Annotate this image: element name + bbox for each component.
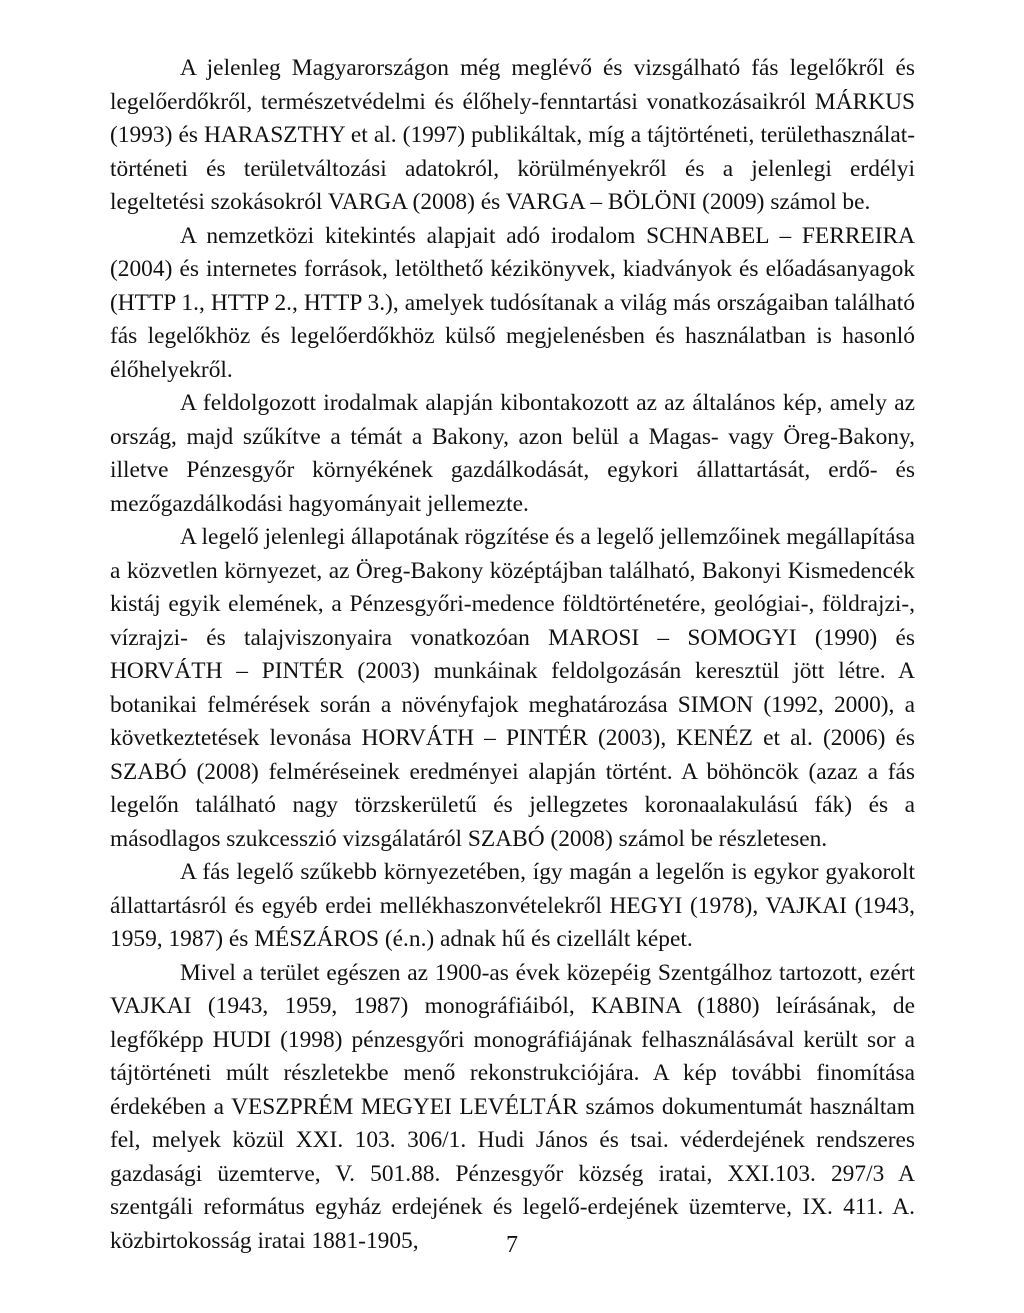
paragraph-2: A nemzetközi kitekintés alapjait adó irodalom SCHNABEL – FERREIRA (2004) és internetes források, letölthető kézikönyvek, kiadványok és előadásanyagok (HTTP 1., HTTP 2., HTTP 3.), amelyek tudósítanak a világ más országaiban található fás legelőkhöz és legelőerdőkhöz külső megjelenésben és használatban is hasonló élőhelyekről. (110, 222, 915, 383)
paragraph-3: A feldolgozott irodalmak alapján kibontakozott az az általános kép, amely az ország, majd szűkítve a témát a Bakony, azon belül a Magas- vagy Öreg-Bakony, illetve Pénzesgyőr környékének gazdálkodását, egykori állattartását, erdő- és mezőgazdálkodási hagyományait jellemezte. (110, 390, 915, 517)
page-number: 7 (506, 1232, 518, 1258)
paragraph-4: A legelő jelenlegi állapotának rögzítése és a legelő jellemzőinek megállapítása a közvetlen környezet, az Öreg-Bakony középtájban található, Bakonyi Kismedencék kistáj egyik elemének, a Pénzesgyőri-medence földtörténetére, geológiai-, földrajzi-, vízrajzi- és talajviszonyaira vonatkozóan MAROSI – SOMOGYI (1990) és HORVÁTH – PINTÉR (2003) munkáinak feldolgozásán keresztül jött létre. A botanikai felmérések során a növényfajok meghatározása SIMON (1992, 2000), a következtetések levonása HORVÁTH – PINTÉR (2003), KENÉZ et al. (2006) és SZABÓ (2008) felméréseinek eredményei alapján történt. A böhöncök (azaz a fás legelőn található nagy törzskerületű és jellegzetes koronaalakulású fák) és a másodlagos szukcesszió vizsgálatáról SZABÓ (2008) számol be részletesen. (110, 524, 915, 852)
body-text (110, 52, 915, 1258)
paragraph-5: A fás legelő szűkebb környezetében, így magán a legelőn is egykor gyakorolt állattartásról és egyéb erdei mellékhaszonvételekről HEGYI (1978), VAJKAI (1943, 1959, 1987) és MÉSZÁROS (é.n.) adnak hű és cizellált képet. (110, 859, 915, 952)
paragraph-6: Mivel a terület egészen az 1900-as évek közepéig Szentgálhoz tartozott, ezért VAJKAI (1943, 1959, 1987) monográfiáiból, KABINA (1880) leírásának, de legfőképp HUDI (1998) pénzesgyőri monográfiájának felhasználásával került sor a tájtörténeti múlt részletekbe menő rekonstrukciójára. A kép további finomítása érdekében a VESZPRÉM MEGYEI LEVÉLTÁR számos dokumentumát használtam fel, melyek közül XXI. 103. 306/1. Hudi János és tsai. véderdejének rendszeres gazdasági üzemterve, V. 501.88. Pénzesgyőr község iratai, XXI.103. 297/3 A szentgáli református egyház erdejének és legelő-erdejének üzemterve, IX. 411. A. közbirtokosság iratai 1881-1905, (110, 959, 915, 1254)
paragraph-1: A jelenleg Magyarországon még meglévő és vizsgálható fás legelőkről és legelőerdőkről, természetvédelmi és élőhely-fenntartási vonatkozásaikról MÁRKUS (1993) és HARASZTHY et al. (1997) publikáltak, míg a tájtörténeti, területhasználat-történeti és területváltozási adatokról, körülményekről és a jelenlegi erdélyi legeltetési szokásokról VARGA (2008) és VARGA – BÖLÖNI (2009) számol be. (110, 55, 915, 215)
